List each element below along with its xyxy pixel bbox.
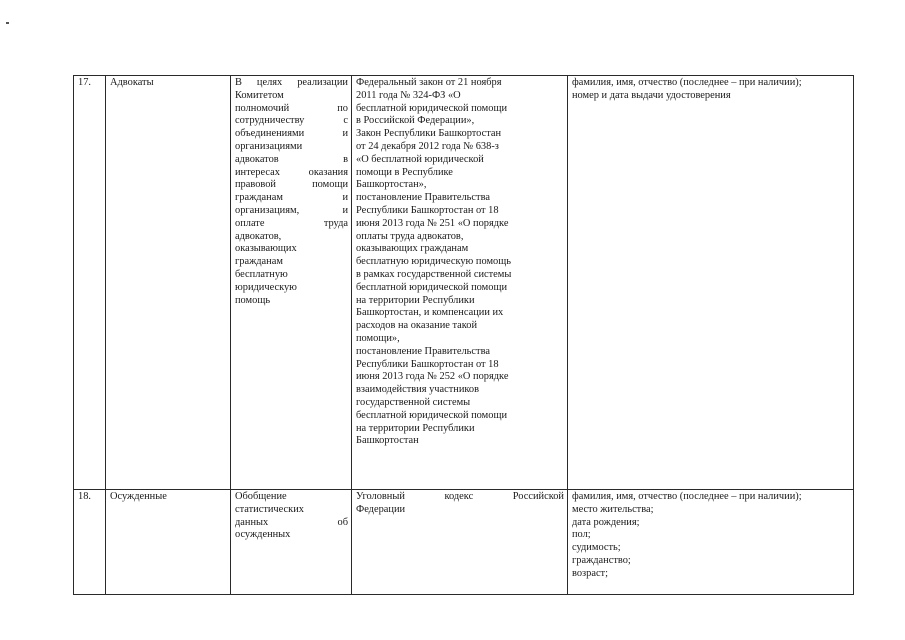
text-word: оказывающих [235,243,297,255]
text-line [235,115,348,128]
text-word: интересах [235,166,280,178]
text-line: взаимодействия участников [356,384,480,396]
text-word: юридическую [235,281,297,293]
text-line: номер и дата выдачи удостоверения [572,89,731,101]
text-line [235,282,348,295]
text-line: гражданство; [572,554,631,566]
text-line: место жительства; [572,503,654,515]
text-line: 2011 года № 324-ФЗ «О [356,89,461,101]
text-word: кодекс [444,491,474,502]
row-number: 18. [78,491,91,502]
row-number: 17. [78,77,91,88]
text-line: судимость; [572,542,621,554]
text-word: об [337,516,348,528]
table-row [74,76,854,490]
text-line: от 24 декабря 2012 года № 638-з [356,140,499,152]
text-word: Федерации [356,503,406,515]
personal-data-table [73,75,854,595]
text-word: организациям, [235,204,300,216]
text-word: бесплатную [235,268,288,280]
text-line: оплаты труда адвокатов, [356,230,464,242]
personal-data-cell [568,76,854,490]
text-word: Уголовный [356,491,405,502]
text-line [235,77,348,90]
text-word: с [343,115,348,127]
text-line [235,231,348,244]
text-line: оказывающих гражданам [356,243,469,255]
text-line: на территории Республики [356,422,475,434]
text-line [235,529,348,542]
text-line: «О бесплатной юридической [356,153,484,165]
text-line: на территории Республики [356,294,475,306]
text-line [235,90,348,103]
text-word: реализации [297,77,348,88]
text-line: бесплатной юридической помощи [356,281,508,293]
text-word: данных [235,516,269,528]
text-word: по [337,102,348,114]
text-line: фамилия, имя, отчество (последнее – при наличии); [572,491,802,502]
legal-basis-cell [352,76,568,490]
category-cell [106,76,231,490]
text-word: труда [323,217,348,229]
text-line [235,167,348,180]
text-word: объединениями [235,128,305,140]
legal-basis-cell [352,490,568,595]
purpose-cell [231,76,352,490]
text-line: бесплатную юридическую помощь [356,256,511,268]
text-word: полномочий [235,102,290,114]
row-number-cell [74,76,106,490]
text-line [235,218,348,231]
text-word: сотрудничеству [235,115,305,127]
text-line: Закон Республики Башкортостан [356,128,502,140]
text-line: Башкортостан», [356,179,427,191]
text-line: Федеральный закон от 21 ноября [356,77,502,88]
text-line [235,295,348,308]
text-line: в Российской Федерации», [356,115,475,127]
table-row [74,490,854,595]
text-word: и [342,192,348,204]
text-line: бесплатной юридической помощи [356,102,508,114]
text-word: адвокатов, [235,230,282,242]
text-line: дата рождения; [572,516,640,528]
text-word: статистических [235,503,304,515]
text-line: пол; [572,529,591,541]
text-word: правовой [235,179,276,191]
text-line [235,154,348,167]
text-word: гражданам [235,192,283,204]
text-line: бесплатной юридической помощи [356,409,508,421]
text-line: Башкортостан [356,435,419,447]
text-line [235,491,348,504]
text-line: июня 2013 года № 251 «О порядке [356,217,509,229]
text-word: организациями [235,140,303,152]
text-line [235,504,348,517]
text-word: В [235,77,242,88]
text-line [356,504,564,517]
text-line: в рамках государственной системы [356,268,512,280]
subject-category: Осужденные [110,491,167,502]
text-line [235,179,348,192]
text-word: Комитетом [235,89,284,101]
purpose-cell [231,490,352,595]
text-line: Башкортостан, и компенсации их [356,307,504,319]
text-line: помощи», [356,332,400,344]
text-word: в [343,153,348,165]
text-word: и [342,128,348,140]
text-word: помощь [235,294,271,306]
row-number-cell [74,490,106,595]
text-line: постановление Правительства [356,345,490,357]
text-line [235,192,348,205]
text-word: целях [256,77,283,88]
text-line: расходов на оказание такой [356,320,478,332]
text-word: Обобщение [235,491,287,502]
text-line: государственной системы [356,396,471,408]
subject-category: Адвокаты [110,77,154,88]
text-line: июня 2013 года № 252 «О порядке [356,371,509,383]
text-line [235,269,348,282]
text-line: помощи в Республике [356,166,453,178]
text-line [235,243,348,256]
text-word: адвокатов [235,153,279,165]
text-word: помощи [312,179,348,191]
text-line [235,128,348,141]
text-line [356,491,564,504]
text-line: Республики Башкортостан от 18 [356,358,499,370]
text-word: Российской [512,491,564,502]
text-line: возраст; [572,567,608,579]
text-line: фамилия, имя, отчество (последнее – при наличии); [572,77,802,88]
text-line [235,141,348,154]
text-line: постановление Правительства [356,192,490,204]
text-word: оплате [235,217,265,229]
text-word: оказания [308,166,348,178]
text-line: Республики Башкортостан от 18 [356,204,499,216]
text-word: осужденных [235,529,291,541]
category-cell [106,490,231,595]
text-word: и [342,204,348,216]
text-line [235,517,348,530]
scan-artifact [6,22,9,24]
text-line [235,205,348,218]
text-line [235,256,348,269]
text-word: гражданам [235,256,283,268]
text-line [235,103,348,116]
personal-data-cell [568,490,854,595]
